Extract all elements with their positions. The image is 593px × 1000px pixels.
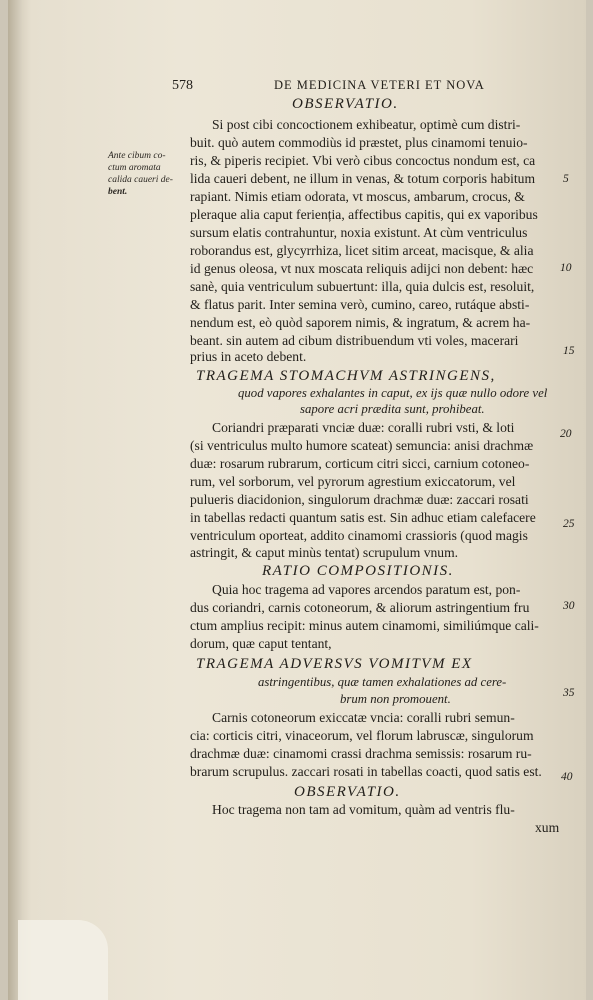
text-line: roborandus est, glycyrrhiza, licet sitim arceat, macisque, & alia <box>190 243 534 258</box>
line-number: 15 <box>563 345 575 357</box>
page-number: 578 <box>172 78 193 93</box>
section-subheading: sapore acri prædita sunt, prohibeat. <box>300 402 485 416</box>
section-subheading: quod vapores exhalantes in caput, ex ijs quæ nullo odore vel <box>238 386 548 400</box>
section-heading: RATIO COMPOSITIONIS. <box>262 563 454 579</box>
section-heading: OBSERVATIO. <box>292 96 399 112</box>
page-header <box>172 78 552 94</box>
line-number: 5 <box>563 173 569 185</box>
section-subheading: brum non promouent. <box>340 692 451 706</box>
text-line: ris, & piperis recipiet. Vbi verò cibus concoctus nondum est, ca <box>190 153 536 168</box>
text-line: brarum scrupulus. zaccari rosati in tabellas coacti, quod satis est. <box>190 764 542 779</box>
marginal-note <box>108 150 178 198</box>
section-heading: TRAGEMA ADVERSVS VOMITVM EX <box>196 656 473 672</box>
marginal-note-line: ctum aromata <box>108 163 161 173</box>
text-line: Carnis cotoneorum exiccatæ vncia: coralli rubri semun- <box>212 710 515 725</box>
text-line: buit. quò autem commodiùs id præstet, plus cinamomi tenuio- <box>190 135 528 150</box>
marginal-note-line: calida caueri de- <box>108 175 173 185</box>
section-heading: TRAGEMA STOMACHVM ASTRINGENS, <box>196 368 496 384</box>
text-line: drachmæ duæ: cinamomi crassi drachma semissis: rosarum ru- <box>190 746 532 761</box>
text-line: Coriandri præparati vnciæ duæ: coralli rubri vsti, & loti <box>212 420 515 435</box>
text-line: pleraque alia caput ferienția, affectibus capitis, qui ex vaporibus <box>190 207 538 222</box>
text-line: lida caueri debent, ne illum in venas, & totum corporis habitum <box>190 171 536 186</box>
text-line: beant. sin autem ad cibum distribuendum vti voles, macerari <box>190 333 519 348</box>
text-line: prius in aceto debent. <box>190 349 307 364</box>
page-gutter <box>8 0 22 1000</box>
text-line: id genus oleosa, vt nux moscata reliquis adijci non debent: hæc <box>190 261 534 276</box>
line-number: 35 <box>563 687 575 699</box>
text-line: Si post cibi concoctionem exhibeatur, optimè cum distri- <box>212 117 521 132</box>
text-line: sursum elatis contrahuntur, noxia existunt. At cùm ventriculus <box>190 225 528 240</box>
text-line: rum, vel sorborum, vel pyrorum agrestium exiccatorum, vel <box>190 474 516 489</box>
page-corner-highlight <box>18 920 108 1000</box>
text-line: astringit, & caput minùs tentat) scrupulum vnum. <box>190 545 459 560</box>
text-line: ctum amplius recipit: minus autem cinamomi, similiúmque cali- <box>190 618 539 633</box>
text-line: dus coriandri, carnis cotoneorum, & aliorum astringentium fru <box>190 600 530 615</box>
text-line: sanè, quia ventriculum subuertunt: illa, quia dulcis est, resoluit, <box>190 279 535 294</box>
text-line: & flatus parit. Inter semina verò, cumino, careo, rutáque absti- <box>190 297 530 312</box>
text-line: duæ: rosarum rubrarum, corticum citri sicci, carnium cotoneo- <box>190 456 530 471</box>
catchword: xum <box>535 820 560 835</box>
text-line: nendum est, eò quòd saporem nimis, & ingratum, & acrem ha- <box>190 315 531 330</box>
marginal-note-line: Ante cibum co- <box>108 151 166 161</box>
text-line: in tabellas redacti quantum satis est. Sin adhuc etiam calefacere <box>190 510 536 525</box>
marginal-note-line: bent. <box>108 187 128 197</box>
line-number: 25 <box>563 518 575 530</box>
text-line: Hoc tragema non tam ad vomitum, quàm ad ventris flu- <box>212 802 515 817</box>
text-line: cia: corticis citri, vinaceorum, vel florum labruscæ, singulorum <box>190 728 534 743</box>
text-line: dorum, quæ caput tentant, <box>190 636 332 651</box>
text-line: Quia hoc tragema ad vapores arcendos paratum est, pon- <box>212 582 521 597</box>
line-number: 10 <box>560 262 572 274</box>
line-number: 40 <box>561 771 573 783</box>
running-title: DE MEDICINA VETERI ET NOVA <box>274 78 485 92</box>
text-line: pulueris diacidonion, singulorum drachmæ duæ: zaccari rosati <box>190 492 529 507</box>
section-subheading: astringentibus, quæ tamen exhalationes ad cere- <box>258 675 507 689</box>
section-heading: OBSERVATIO. <box>294 784 401 800</box>
text-line: (si ventriculus multo humore scateat) semuncia: anisi drachmæ <box>190 438 534 453</box>
line-number: 30 <box>563 600 575 612</box>
line-number: 20 <box>560 428 572 440</box>
text-line: ventriculum oporteat, addito cinamomi crassioris (quod magis <box>190 528 528 543</box>
text-line: rapiant. Nimis etiam odorata, vt moscus, ambarum, crocus, & <box>190 189 525 204</box>
